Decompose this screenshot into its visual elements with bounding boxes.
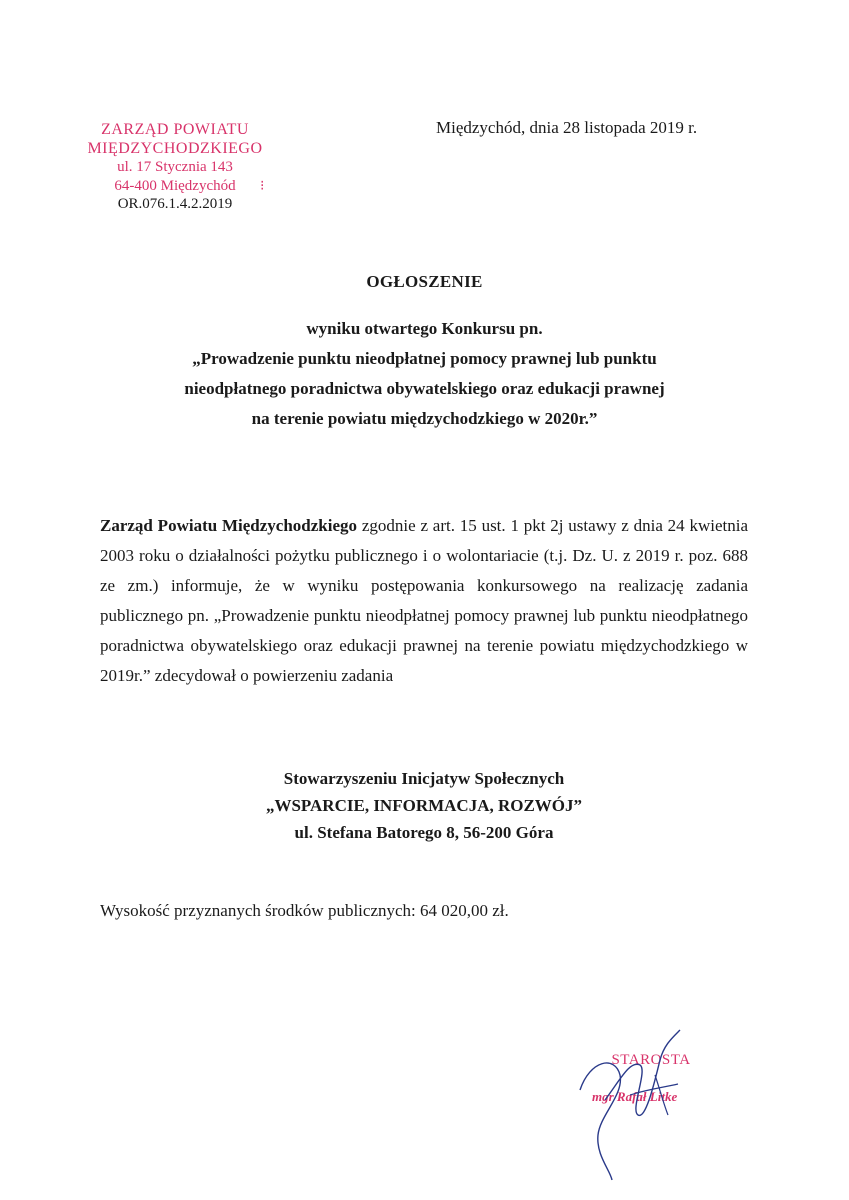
awarded-amount: Wysokość przyznanych środków publicznych: 64 020,00 zł. bbox=[100, 901, 509, 920]
stamp-line-1: ZARZĄD POWIATU bbox=[101, 121, 249, 138]
stamp-line-2: MIĘDZYCHODZKIEGO bbox=[87, 140, 263, 157]
recipient-line: Stowarzyszeniu Inicjatyw Społecznych bbox=[283, 769, 565, 788]
announcement-title: OGŁOSZENIE bbox=[366, 272, 483, 291]
announcement-subtitle bbox=[90, 314, 759, 434]
office-stamp bbox=[60, 120, 290, 196]
stamp-mark-icon: ⁝ bbox=[260, 179, 265, 194]
recipient-line: ul. Stefana Batorego 8, 56-200 Góra bbox=[294, 823, 554, 842]
subtitle-line: nieodpłatnego poradnictwa obywatelskiego oraz edukacji prawnej bbox=[184, 379, 665, 398]
body-paragraph bbox=[100, 511, 748, 691]
place-and-date: Międzychód, dnia 28 listopada 2019 r. bbox=[436, 118, 698, 137]
stamp-line-4: 64-400 Międzychód bbox=[114, 178, 236, 194]
body-bold-intro: Zarząd Powiatu Międzychodzkiego bbox=[100, 516, 358, 535]
subtitle-line: „Prowadzenie punktu nieodpłatnej pomocy prawnej lub punktu bbox=[192, 349, 657, 368]
signature-role: STAROSTA bbox=[611, 1052, 691, 1068]
subtitle-line: wyniku otwartego Konkursu pn. bbox=[306, 319, 543, 338]
recipient-block bbox=[100, 765, 748, 846]
handwritten-signature-icon bbox=[560, 1020, 710, 1190]
body-text: zgodnie z art. 15 ust. 1 pkt 2j ustawy z dnia 24 kwietnia 2003 roku o działalności pożytku publicznego i o wolontariacie (t.j. Dz. U. z 2019 r. poz. 688 ze zm.) informuje, że w wyniku postępowania konkursowego na realizację zadania publicznego pn. „Prowadzenie punktu nieodpłatnej pomocy prawnej lub punktu nieodpłatnego poradnictwa obywatelskiego oraz edukacji prawnej na terenie powiatu międzychodzkiego w 2019r.” zdecydował o powierzeniu zadania bbox=[100, 516, 749, 685]
subtitle-line: na terenie powiatu międzychodzkiego w 2020r.” bbox=[251, 409, 598, 428]
stamp-line-3: ul. 17 Stycznia 143 bbox=[117, 159, 233, 175]
reference-number: OR.076.1.4.2.2019 bbox=[117, 196, 233, 212]
signature-name: mgr Rafał Litke bbox=[592, 1089, 678, 1104]
recipient-line: „WSPARCIE, INFORMACJA, ROZWÓJ” bbox=[265, 796, 583, 815]
